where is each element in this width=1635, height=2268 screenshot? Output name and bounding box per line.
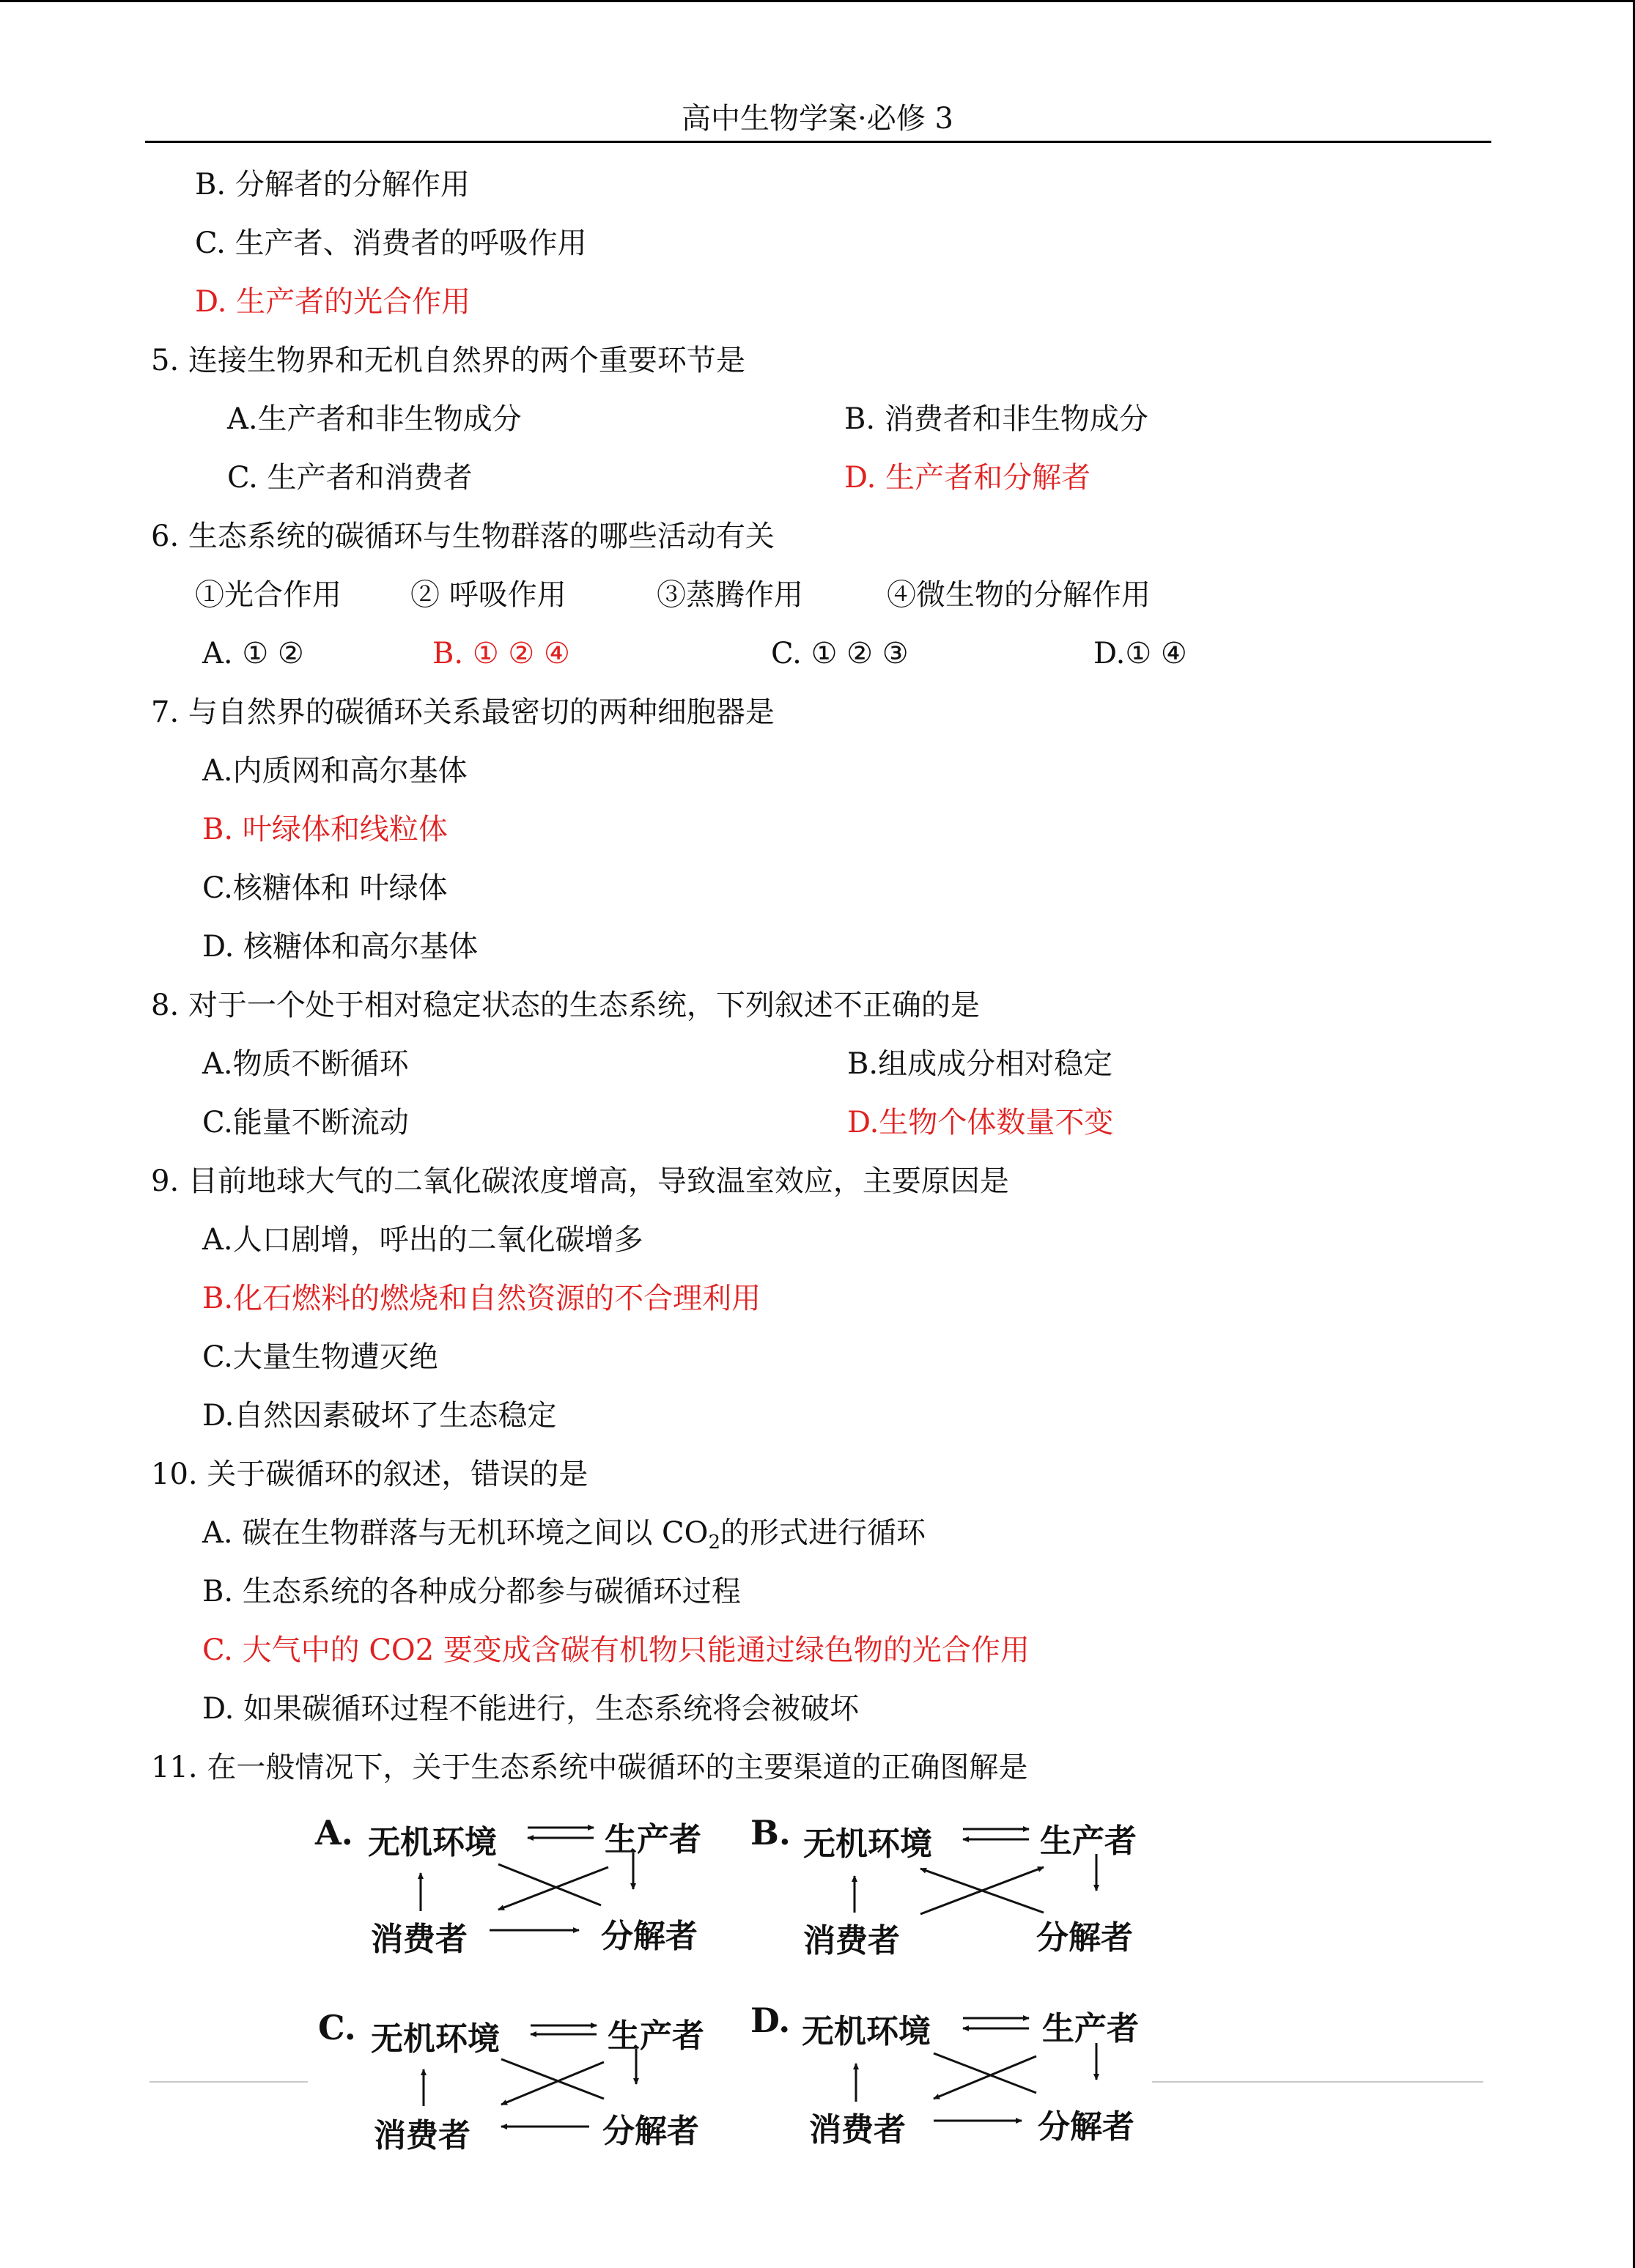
q4-option-c: C. 生产者、消费者的呼吸作用 bbox=[195, 226, 587, 260]
q10-option-a-text: A. 碳在生物群落与无机环境之间以 CO bbox=[202, 1516, 709, 1550]
diagram-b-environment: 无机环境 bbox=[803, 1825, 932, 1863]
q6-option-b-answer: B. ① ② ④ bbox=[432, 637, 570, 671]
q7-option-a: A.内质网和高尔基体 bbox=[202, 754, 468, 788]
q4-option-b: B. 分解者的分解作用 bbox=[195, 168, 470, 202]
diagram-d-consumer: 消费者 bbox=[809, 2111, 906, 2149]
q10-stem: 10. 关于碳循环的叙述，错误的是 bbox=[151, 1458, 588, 1491]
diagram-b-consumer: 消费者 bbox=[803, 1922, 900, 1959]
q10-option-a-text-end: 的形式进行循环 bbox=[720, 1516, 926, 1550]
q7-option-b-answer: B. 叶绿体和线粒体 bbox=[202, 813, 448, 846]
q6-item-4: ④微生物的分解作用 bbox=[887, 578, 1151, 612]
page-header-title: 高中生物学案·必修 3 bbox=[682, 102, 953, 136]
diagram-b bbox=[750, 1810, 1161, 1957]
diagram-b-letter: B. bbox=[750, 1813, 791, 1853]
diagram-a-decomposer: 分解者 bbox=[601, 1918, 698, 1955]
q9-stem: 9. 目前地球大气的二氧化碳浓度增高，导致温室效应，主要原因是 bbox=[151, 1164, 1009, 1198]
q5-option-d-answer: D. 生产者和分解者 bbox=[844, 461, 1091, 495]
q7-stem: 7. 与自然界的碳循环关系最密切的两种细胞器是 bbox=[151, 695, 775, 729]
diagram-b-producer: 生产者 bbox=[1040, 1822, 1137, 1860]
diagram-c-producer: 生产者 bbox=[608, 2017, 704, 2055]
q5-option-c: C. 生产者和消费者 bbox=[227, 461, 473, 495]
diagram-a bbox=[315, 1810, 726, 1957]
diagram-d-producer: 生产者 bbox=[1042, 2010, 1139, 2047]
diagram-c-environment: 无机环境 bbox=[371, 2020, 500, 2058]
q10-option-d: D. 如果碳循环过程不能进行，生态系统将会被破坏 bbox=[202, 1692, 860, 1726]
q10-option-a bbox=[202, 1515, 926, 1560]
q6-item-3: ③蒸腾作用 bbox=[657, 578, 803, 612]
q8-option-c: C.能量不断流动 bbox=[202, 1106, 409, 1139]
footer-rule-left bbox=[150, 2081, 308, 2083]
q9-option-a: A.人口剧增，呼出的二氧化碳增多 bbox=[202, 1223, 643, 1257]
diagram-d bbox=[750, 1995, 1161, 2149]
q6-item-2: ② 呼吸作用 bbox=[410, 578, 566, 612]
q6-option-a: A. ① ② bbox=[202, 637, 304, 671]
diagram-d-environment: 无机环境 bbox=[802, 2013, 931, 2050]
diagram-a-producer: 生产者 bbox=[605, 1821, 701, 1858]
footer-rule-right bbox=[1152, 2081, 1483, 2083]
q5-option-a: A.生产者和非生物成分 bbox=[227, 402, 522, 436]
q10-option-a-subscript: 2 bbox=[708, 1532, 720, 1554]
diagram-c bbox=[318, 2002, 728, 2154]
diagram-d-letter: D. bbox=[750, 2001, 791, 2040]
q4-option-d-answer: D. 生产者的光合作用 bbox=[195, 285, 471, 319]
diagram-b-decomposer: 分解者 bbox=[1036, 1919, 1133, 1957]
q8-option-b: B.组成成分相对稳定 bbox=[847, 1047, 1113, 1081]
diagram-c-letter: C. bbox=[318, 2008, 356, 2047]
q6-option-d: D.① ④ bbox=[1093, 637, 1187, 671]
q7-option-d: D. 核糖体和高尔基体 bbox=[202, 930, 479, 964]
q7-option-c: C.核糖体和 叶绿体 bbox=[202, 871, 448, 905]
diagram-a-consumer: 消费者 bbox=[371, 1921, 468, 1958]
q9-option-c: C.大量生物遭灭绝 bbox=[202, 1340, 438, 1374]
q9-option-d: D.自然因素破坏了生态稳定 bbox=[202, 1399, 557, 1433]
diagram-c-consumer: 消费者 bbox=[374, 2117, 470, 2154]
diagram-d-decomposer: 分解者 bbox=[1038, 2108, 1134, 2146]
q10-option-c-answer: C. 大气中的 CO2 要变成含碳有机物只能通过绿色物的光合作用 bbox=[202, 1633, 1030, 1667]
diagram-a-letter: A. bbox=[315, 1813, 353, 1853]
page-frame-top bbox=[0, 0, 1635, 2]
q5-option-b: B. 消费者和非生物成分 bbox=[844, 402, 1148, 436]
q6-item-1: ①光合作用 bbox=[195, 578, 342, 612]
diagram-a-environment: 无机环境 bbox=[368, 1824, 497, 1861]
q6-option-c: C. ① ② ③ bbox=[771, 637, 909, 671]
diagram-c-decomposer: 分解者 bbox=[602, 2113, 699, 2150]
q8-stem: 8. 对于一个处于相对稳定状态的生态系统，下列叙述不正确的是 bbox=[151, 989, 980, 1022]
q11-stem: 11. 在一般情况下，关于生态系统中碳循环的主要渠道的正确图解是 bbox=[151, 1751, 1028, 1784]
q9-option-b-answer: B.化石燃料的燃烧和自然资源的不合理利用 bbox=[202, 1282, 761, 1315]
q10-option-b: B. 生态系统的各种成分都参与碳循环过程 bbox=[202, 1575, 741, 1608]
q8-option-a: A.物质不断循环 bbox=[202, 1047, 409, 1081]
header-rule bbox=[145, 141, 1491, 143]
q5-stem: 5. 连接生物界和无机自然界的两个重要环节是 bbox=[151, 344, 745, 377]
q8-option-d-answer: D.生物个体数量不变 bbox=[847, 1106, 1114, 1139]
q6-stem: 6. 生态系统的碳循环与生物群落的哪些活动有关 bbox=[151, 520, 775, 553]
